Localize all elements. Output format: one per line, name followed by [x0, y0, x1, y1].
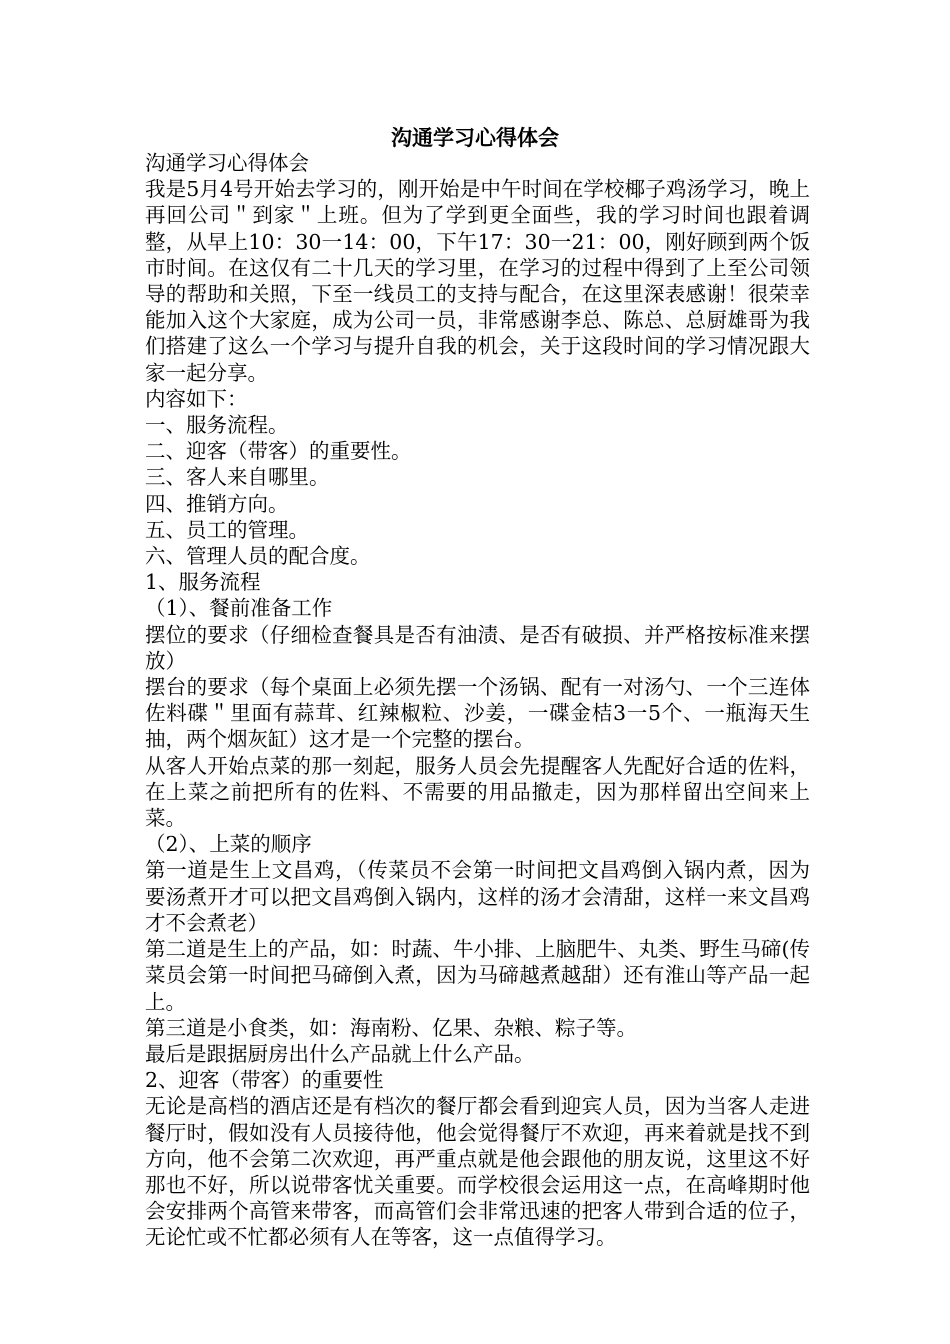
subsection-heading-preparation: （1）、餐前准备工作 — [145, 596, 333, 621]
section-heading-welcoming: 2、迎客（带客）的重要性 — [145, 1068, 384, 1093]
contents-item-4: 四、推销方向。 — [145, 491, 289, 516]
paragraph-last-course: 最后是跟据厨房出什么产品就上什么产品。 — [145, 1041, 535, 1066]
contents-item-2: 二、迎客（带客）的重要性。 — [145, 439, 412, 464]
contents-item-1: 一、服务流程。 — [145, 413, 289, 438]
paragraph-table-setting: 摆台的要求（每个桌面上必须先摆一个汤锅、配有一对汤勺、一个三连体佐料碟＂里面有蒜茸、红辣椒粒、沙姜，一碟金桔3一5个、一瓶海天生抽，两个烟灰缸）这才是一个完整的摆台。 — [145, 675, 810, 752]
section-heading-service-flow: 1、服务流程 — [145, 570, 261, 595]
paragraph-contents-heading: 内容如下： — [145, 386, 248, 411]
paragraph-third-course: 第三道是小食类，如：海南粉、亿果、杂粮、粽子等。 — [145, 1015, 637, 1040]
document-title: 沟通学习心得体会 — [391, 126, 559, 150]
paragraph-first-course: 第一道是生上文昌鸡，（传菜员不会第一时间把文昌鸡倒入锅内煮，因为要汤煮开才可以把文昌鸡倒入锅内，这样的汤才会清甜，这样一来文昌鸡才不会煮老） — [145, 858, 810, 935]
subsection-heading-serving-order: （2）、上菜的顺序 — [145, 832, 312, 857]
paragraph-second-course: 第二道是生上的产品，如：时蔬、牛小排、上脑肥牛、丸类、野生马碲(传菜员会第一时间把马碲倒入煮，因为马碲越煮越甜）还有淮山等产品一起上。 — [145, 937, 810, 1014]
contents-item-5: 五、员工的管理。 — [145, 517, 309, 542]
document-body — [145, 150, 810, 1251]
contents-item-6: 六、管理人员的配合度。 — [145, 544, 371, 569]
paragraph-intro: 我是5月4号开始去学习的，刚开始是中午时间在学校椰子鸡汤学习，晚上再回公司＂到家＂上班。但为了学到更全面些，我的学习时间也跟着调整，从早上10：30一14：00，下午17：30一21：00，刚好顾到两个饭市时间。在这仅有二十几天的学习里，在学习的过程中得到了上至公司领导的帮助和关照，下至一线员工的支持与配合，在这里深表感谢！很荣幸能加入这个大家庭，成为公司一员，非常感谢李总、陈总、总厨雄哥为我们搭建了这么一个学习与提升自我的机会，关于这段时间的学习情况跟大家一起分享。 — [145, 177, 810, 385]
paragraph-setting-requirements: 摆位的要求（仔细检查餐具是否有油渍、是否有破损、并严格按标准来摆放） — [145, 622, 810, 673]
paragraph-welcoming: 无论是高档的酒店还是有档次的餐厅都会看到迎宾人员，因为当客人走进餐厅时，假如没有人员接待他，他会觉得餐厅不欢迎，再来着就是找不到方向，他不会第二次欢迎，再严重点就是他会跟他的朋友说，这里这不好那也不好，所以说带客忧关重要。而学校很会运用这一点，在高峰期时他会安排两个高管来带客，而高管们会非常迅速的把客人带到合适的位子，无论忙或不忙都必须有人在等客，这一点值得学习。 — [145, 1094, 810, 1250]
contents-item-3: 三、客人来自哪里。 — [145, 465, 330, 490]
paragraph-subtitle: 沟通学习心得体会 — [145, 151, 309, 175]
paragraph-ordering: 从客人开始点菜的那一刻起，服务人员会先提醒客人先配好合适的佐料，在上菜之前把所有的佐料、不需要的用品撤走，因为那样留出空间来上菜。 — [145, 753, 810, 831]
